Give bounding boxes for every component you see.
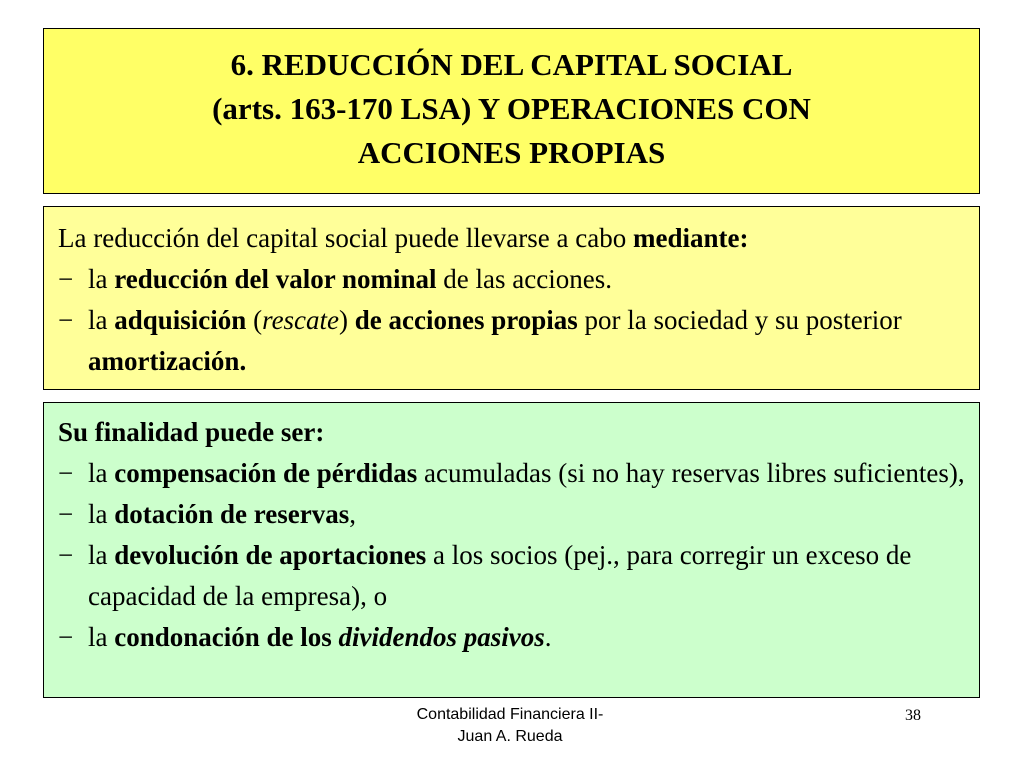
slide-footer — [380, 704, 640, 748]
means-item2-bold2: de acciones propias — [354, 305, 578, 335]
purposes-item3-bold: devolución de aportaciones — [114, 540, 427, 570]
dash-bullet: − — [58, 305, 74, 335]
reduction-purposes-box — [43, 402, 980, 698]
purposes-list-item — [58, 453, 965, 494]
means-item2-bold1: adquisición — [114, 305, 247, 335]
purposes-list-item — [58, 535, 965, 617]
page-number: 38 — [905, 707, 921, 724]
means-item2-pre: la — [88, 305, 115, 335]
purposes-list-item — [58, 617, 965, 658]
means-item2-paren-open: ( — [246, 305, 263, 335]
reduction-means-box — [43, 206, 980, 390]
means-intro — [58, 218, 965, 259]
purposes-item4-bold-italic: dividendos pasivos — [338, 622, 545, 652]
slide-title-line-3: ACCIONES PROPIAS — [357, 135, 666, 170]
footer-line-1: Contabilidad Financiera II- — [416, 706, 604, 723]
dash-bullet: − — [58, 540, 74, 570]
dash-bullet: − — [58, 622, 74, 652]
purposes-item2-pre: la — [88, 499, 115, 529]
purposes-item3-post: a los socios (pej., para corregir un exceso de capacidad de la empresa), o — [88, 540, 912, 611]
slide-title-line-2: (arts. 163-170 LSA) Y OPERACIONES CON — [212, 91, 811, 126]
means-item2-bold3: amortización. — [88, 346, 247, 376]
purposes-item4-pre: la — [88, 622, 115, 652]
means-intro-text: La reducción del capital social puede llevarse a cabo — [58, 223, 633, 253]
purposes-item1-pre: la — [88, 458, 115, 488]
purposes-item2-bold: dotación de reservas — [114, 499, 350, 529]
purposes-item2-post: , — [349, 499, 356, 529]
slide-title-line-1: 6. REDUCCIÓN DEL CAPITAL SOCIAL — [230, 47, 793, 82]
dash-bullet: − — [58, 499, 74, 529]
purposes-item1-post: acumuladas (si no hay reservas libres suficientes), — [417, 458, 965, 488]
purposes-heading — [58, 412, 965, 453]
means-list-item — [58, 259, 965, 300]
purposes-heading-text: Su finalidad puede ser: — [58, 417, 325, 447]
dash-bullet: − — [58, 458, 74, 488]
means-item2-italic: rescate — [262, 305, 340, 335]
means-intro-bold: mediante: — [632, 223, 749, 253]
means-item1-pre: la — [88, 264, 115, 294]
slide-title-box — [43, 28, 980, 194]
purposes-item4-bold: condonación de los — [114, 622, 339, 652]
means-item1-post: de las acciones. — [436, 264, 612, 294]
means-item2-mid: por la sociedad y su posterior — [577, 305, 902, 335]
means-item1-bold: reducción del valor nominal — [114, 264, 437, 294]
dash-bullet: − — [58, 264, 74, 294]
means-item2-paren-close: ) — [339, 305, 355, 335]
purposes-item3-pre: la — [88, 540, 115, 570]
means-list-item — [58, 300, 965, 382]
purposes-item4-post: . — [544, 622, 552, 652]
purposes-item1-bold: compensación de pérdidas — [114, 458, 418, 488]
purposes-list-item — [58, 494, 965, 535]
footer-line-2: Juan A. Rueda — [457, 728, 563, 745]
